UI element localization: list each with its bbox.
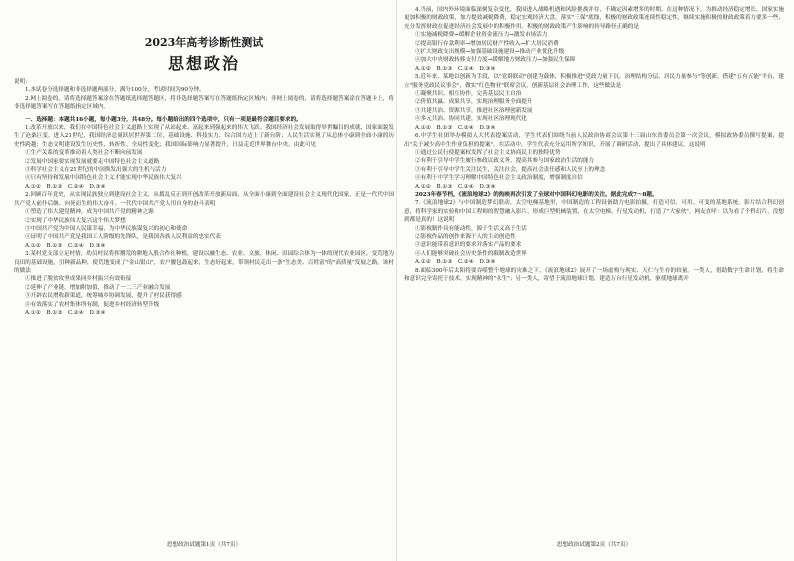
question-2-stem: 2.回顾百年党史，从实现民族独立到建设社会主义，从拨乱反正到开创改革开放新局面，从全面小康到全面建设社会主义现代化国家，正是一代代中国共产党人前仆后继、向死而生的伟大奋斗。一代代中国共产党人用自身的奋斗表明 [14,192,394,207]
question-5-stem: 5.近年来，某地以创新为手段，以"党群联动"创建为载体，积极推进"党政力量下沉、治理结构分层、居民力量参与"等创新，搭建"五有五能"平台，建立"服务党政民议事会"，做实"红色物业"联席会议，创新基层社会治理工作，这些做法是 [404,74,784,89]
exam-title: 2023年高考诊断性测试 [144,36,264,49]
instruction-1: 1.本试卷分选择题和非选择题两部分，满分100分，考试时间为90分钟。 [25,87,205,94]
question-7-option: ④人们能够突破社会历史条件的限制改造世界 [415,250,527,257]
question-2-option: ①塑造了伟大建党精神，成为中国共产党的精神之源 [25,209,154,216]
page-footer-left: 思想政治试题第1页（共7页） [166,542,242,548]
question-4-answers: A.①② B.①③ C.①④ D.③④ [415,65,496,72]
instruction-2: 2.网上阅卷的，请将选择题答案涂在答题纸选择题答题区，将非选择题答案写在答题纸指定区域内；非网上阅卷的，请将选择题答案涂在答题卡上，将非选择题答案写在答题纸指定区域内。 [14,95,394,111]
page-left [14,6,394,555]
question-5-option: ③共建共治、资源共享，推进社区治理创新发展 [415,107,533,114]
question-7-intro: 2023年春节档，《流浪地球2》的热映再次引发了全球对中国科幻电影的关注。据此完成7～8题。 [415,191,658,198]
question-1-option: ④只有坚持和发展中国特色社会主义才能实现中华民族伟大复兴 [25,175,182,182]
page-footer-right: 思想政治试题第2页（共7页） [556,542,632,548]
question-1-stem: 1.改革开放以来，我们在中国特色社会主义道路上实现了从站起来、富起来到强起来的伟大飞跃。我国经济社会发展取得举世瞩目的成就，国家面貌发生了沧桑巨变。进入21世纪，我国经济总量跃居世界第二位，基础设施、科技实力、综合国力迈上了新台阶；人民生活实现了从总体小康到全面小康的历史性跨越；生态文明建设发生历史性、转折性、全局性变化；我国国际影响力显著提升，日益走近世界舞台中央。由此可见 [14,125,394,148]
question-4-option: ②提高银行存款利率→增加居民财产性收入→扩大居民消费 [415,40,559,47]
question-8-stem: 8.面临300年后太阳将要吞噬整个地球的灾难之下，《流浪地球2》展开了一场虚构与现实、天仁与生存的较量。一类人，借助数字生命计划，将生命和意识完全寄托于技术，实现精神的"永生"；另一类人，寄望于流浪地球计划，建造万台行星发动机，驱使地球离开 [404,267,784,282]
question-7-option: ③意识能带着意识的要求并落实产品的要求 [415,242,522,249]
page-right [404,6,784,555]
question-3-option: ③开辟农民增收新渠道，统筹城乡协调发展，提升了村民获得感 [25,293,182,300]
question-7-answers: A.①② B.①③ C.②④ D.③④ [415,259,496,266]
question-5-option: ②价值共赢、成果共享，实现治理服务全面提升 [415,99,533,106]
section-heading: 一、选择题：本题共16小题，每小题3分，共48分。每小题给出的四个选项中，只有一项是最符合题目要求的。 [25,116,302,123]
question-4-option: ①实施减税降费→缓解企业资金流压力→激发市场活力 [415,32,548,39]
question-7-stem: 7.《流浪地球2》与中国制造梦幻联动，太空电梯基地里，中国制造的工程设备助力电影拍摄，打造可信、可用、可变的基地系统。影片结合科幻创意，将科学家的实验和中国工程师的智慧融入影片，形成巨型机械装置，在太空电梯、行星发动机，打造了"大家伙"。网友直呼：以为看了个科幻片，没想到都是真的！这说明 [404,200,784,224]
subject-title: 思想政治 [167,54,240,73]
question-4-stem: 4.当前，国内外环境面临深刻复杂变化，我国进入战略机遇和风险挑战并存、不确定因素增多的时期。在这种情况下，为推动经济稳定增长，国家实施更加积极的财政政策，加力提效减税降费，稳定宏观经济大盘，落实"三保"底线，积极的财政政策连续性稳定性，继续实施积极的财政政策着力要多一些，充分发挥财政在促进经济社会发展中的积极作用。积极的财政政策产生影响的传导路径正确的是 [404,7,784,30]
question-7-option: ①影视制作具有能动性，源于生活又高于生活 [415,225,527,232]
question-5-option: ①凝聚共识、相互协作，完善基层民主自治 [415,91,522,98]
question-2-answers: A.①② B.①③ C.②④ D.③④ [25,242,106,249]
question-6-option: ③有利于引导中学生关注民生，关注社会，提高社会责任感和人民至上的理念 [415,166,606,173]
question-6-option: ①通过公民行使提案权发挥了社会主义协商民主的独特优势 [415,149,561,156]
question-7-option: ②影视作品的创作来源于人的主动创造性 [415,233,516,240]
question-3-stem: 3.某村党支部立足村情，幼员村民将挥撂荒的耕地入股合作社种植，建设以融生态、农业、文旅、休闲、田园综合体为一体的现代农业园区。变荒地为良田的基础设施，引种新品种，使荒地变成了"金山银山"，农户腰包鼓起来，生态好起来，带领村民走出一条"生态美、百姓富"的"高质量"发展之路。该村的做法 [14,251,394,274]
question-3-option: ②延伸了产业链，增加附加值，推动了一二三产业融合发展 [25,284,171,291]
question-1-option: ③科学社会主义在21世纪的中国焕发出强大的生机与活力 [25,167,167,174]
instructions-label: 说明： [14,79,31,85]
question-4-option: ③扩大财政支出规模→加强基础设施建设→推动产业优化升级 [415,49,565,56]
page-fold [396,0,397,561]
question-3-answers: A.①② B.①③ C.②④ D.③④ [25,309,106,316]
question-6-option: ②有利于引导中学生履行参政议政义务，提高其参与国家政治生活的能力 [415,158,595,165]
question-6-option: ④有利于中学生学习理解中国特色社会主义政治制度，增强制度自信 [415,175,583,182]
question-6-stem: 6.中学生社团举办模拟人大代表提案活动，学生代表们围绕当前人民政治协商会议第十三届山东省委员会第一次会议，模拟政协委员撰写提案，提出"关于减少高中生作业负担的提案"。在活动中，学生代表充分运用所学知识，开展了调研活动，提出了具体建议。这说明 [404,133,784,148]
question-5-option: ④多元共治、协同共建，实现社区治理现代化 [415,116,527,123]
question-4-option: ④加大中央财政转移支付力度→缓解地方财政压力→加强民生保障 [415,57,576,64]
question-1-option: ②发展中国家要实现发展就要走中国特色社会主义道路 [25,158,160,165]
question-1-option: ①生产关系的变革推动着人类社会不断向前发展 [25,150,143,157]
question-2-option: ②实现了中华民族伟大复兴这个伟大梦想 [25,217,126,224]
question-3-option: ④有效落实了农村集体所有制，促进乡村经济转型升级 [25,301,160,308]
question-1-answers: A.①② B.①③ C.②④ D.③④ [25,183,106,190]
question-2-option: ④证明了中国共产党是我国工人阶级的先锋队，是我国各族人民利益的忠实代表 [25,234,221,241]
question-3-option: ①推进了脱贫攻坚成果同乡村振兴有效衔接 [25,276,132,283]
question-6-answers: A.①② B.①③ C.②④ D.③④ [415,183,496,190]
question-5-answers: A.①② B.①③ C.②④ D.③④ [415,124,496,131]
question-2-option: ③中国共产党为中国人民谋幸福，为中华民族谋复兴的初心和使命 [25,225,188,232]
